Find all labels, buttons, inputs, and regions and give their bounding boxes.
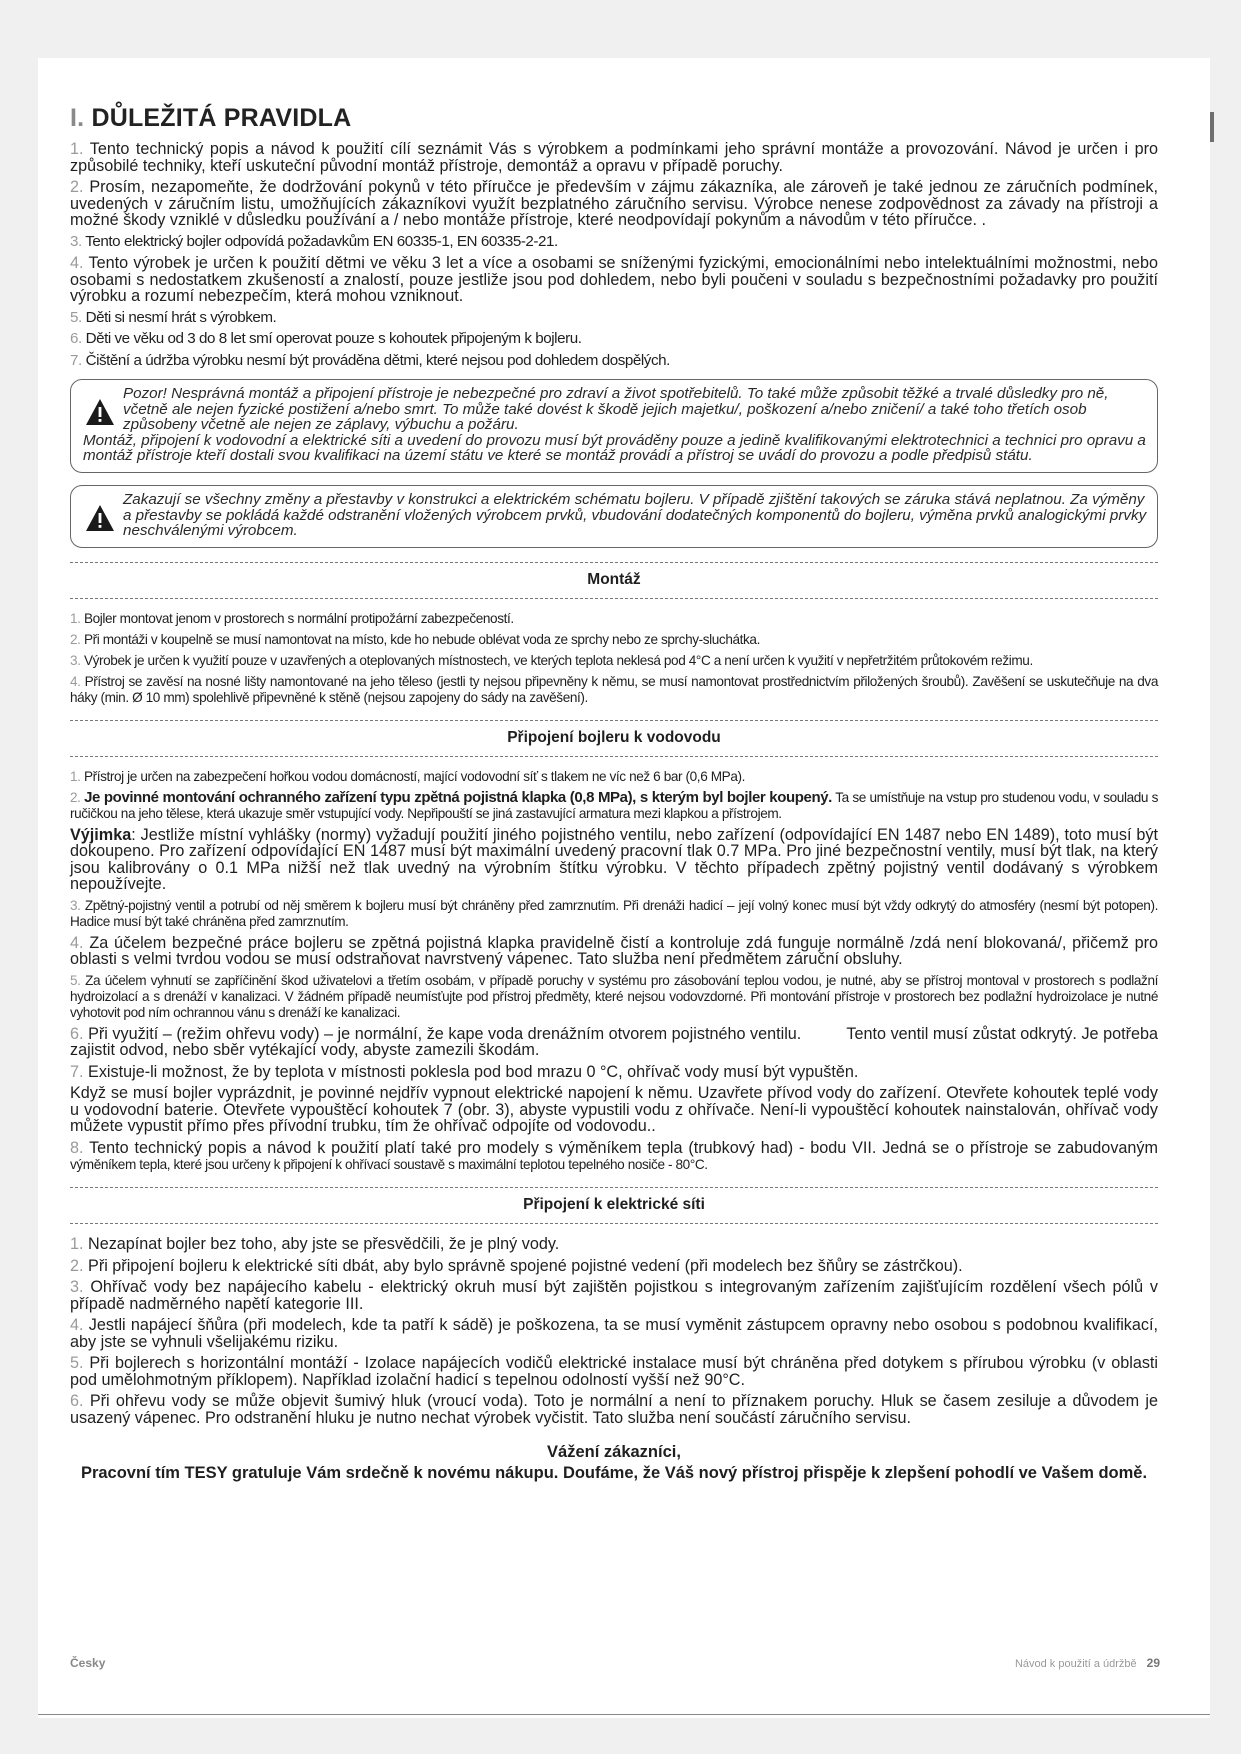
section-heading-vodovod: Připojení bojleru k vodovodu [70, 720, 1158, 757]
rules-list [70, 141, 1158, 369]
elektro-list [70, 1236, 1158, 1426]
list-item: 3. Tento elektrický bojler odpovídá požadavkům EN 60335-1, EN 60335-2-21. [70, 232, 558, 250]
warning-box-modifications [70, 485, 1158, 548]
list-item: 1. Nezapínat bojler bez toho, aby jste se přesvědčili, že je plný vody. [70, 1235, 560, 1254]
montaz-list [70, 611, 1158, 706]
greeting-salutation: Vážení zákazníci, [547, 1443, 681, 1462]
list-item: 4. Tento výrobek je určen k použití dětmi ve věku 3 let a více a osobami se sníženými fyzickými, emocionálními nebo intelektuálními možnostmi, nebo osobami s nedostatkem zkušeností a znalostí, pouze jestliže jsou pod dohledem, nebo byli poučeni v souladu s bezpečnostními požadavky pro použití výrobku a rozumí nebezpečím, která mohou vzniknout. [70, 254, 1158, 305]
document-page [38, 58, 1210, 1718]
greeting-message: Pracovní tím TESY gratuluje Vám srdečně k novému nákupu. Doufáme, že Váš nový přístroj přispěje k zlepšení pohodlí ve Vašem domě. [80, 1464, 1148, 1483]
list-item: 5. Děti si nesmí hrát s výrobkem. [70, 308, 277, 326]
list-item: 2. Při montáži v koupelně se musí namontovat na místo, kde ho nebude oblévat voda ze sprchy nebo ze sprchy-sluchátka. [70, 631, 760, 647]
list-item: 1. Tento technický popis a návod k použití cílí seznámit Vás s výrobkem a podmínkami jeho správní montáže a provozování. Návod je určen i pro způsobilé techniky, kteří uskuteční původní montáž přístroje, demontáž a opravu v případě poruchy. [70, 140, 1158, 175]
list-item: 6. Děti ve věku od 3 do 8 let smí operovat pouze s kohoutek připojeným k bojleru. [70, 330, 582, 347]
list-item: 3. Zpětný-pojistný ventil a potrubí od něj směrem k bojleru musí být chráněny před zamrznutím. Při drenáži hadicí – její volný konec musí být vždy odkrytý do atmosféry (nesmí být potopen). Hadice musí být také chráněna před zamrznutím. [70, 897, 1158, 929]
list-item: 8. Tento technický popis a návod k použití platí také pro modely s výměníkem tepla (trubkový had) - bodu VII. Jedná se o přístroje se zabudovaným výměníkem tepla, které jsou určeny k připojení k ohřívací soustavě s maximální teplotou tepelného nosiče - 80°C. [70, 1138, 1158, 1173]
section-heading-elektro: Připojení k elektrické síti [70, 1187, 1158, 1224]
footer-doc-title: Návod k použití a údržbě [1014, 1658, 1137, 1670]
drain-paragraph: Když se musí bojler vyprázdnit, je povinné nejdřív vypnout elektrické napojení k němu. Uzavřete přívod vody do zařízení. Otevřete kohoutek teplé vody u vodovodní baterie. Otevřete vypouštěcí kohoutek 7 (obr. 3), abyste vypustili vodu z ohřívače. Není-li vypouštěcí kohoutek nainstalován, ohřívač vody můžete vypustit přímo přes přívodní trubku, tím že ohřívač odpojíte od vodovodu.. [70, 1084, 1158, 1136]
warning-icon [85, 398, 115, 426]
section-heading-montaz: Montáž [70, 562, 1158, 599]
list-item: 6. Při ohřevu vody se může objevit šumivý hluk (vroucí voda). Toto je normální a není to příznakem poruchy. Hluk se časem zesiluje a důvodem je usazený vápenec. Pro odstranění hluku je nutno nechat výrobek vyčistit. Tato služba není součástí záručního servisu. [70, 1392, 1158, 1427]
greeting [70, 1442, 1158, 1484]
warning-text: Pozor! Nesprávná montáž a připojení přístroje je nebezpečné pro zdraví a život spotřebitelů. To také může způsobit těžké a trvalé důsledky pro ně, včetně ale nejen fyzické postižení a/nebo smrt. To může také dovést k škodě jejich majetku/, poškození a/nebo zničení/ a také toho třetích osob způsobeny včetně ale nejen ze záplavy, výbuchu a požáru. [123, 385, 1109, 434]
content [70, 104, 1163, 1484]
vodovod-list [70, 768, 1163, 1174]
footer-info [1015, 1656, 1160, 1670]
exception-note: Výjimka: Jestliže místní vyhlášky (normy) vyžadují použití jiného pojistného ventilu, nebo zařízení (odpovídající EN 1487 nebo EN 1489), toto musí být dokoupeno. Pro zařízení odpovídající EN 1487 musí být maximální uvedený pracovní tlak 0.7 MPa. Pro jiné bezpečnostní ventily, musí být tlak, na který jsou kalibrovány o 0.1 MPa nižší než tlak uvedný na výrobním štítku výrobku. V těchto případech zpětný pojistný ventil dodávaný s výrobkem nepoužívejte. [70, 825, 1158, 894]
list-item: 2. Prosím, nezapomeňte, že dodržování pokynů v této příručce je především v zájmu zákazníka, ale zároveň je také jednou ze záručních podmínek, uvedených v záručním listu, umožňujících zákazníkovi využít bezplatného záručního servisu. Výrobce nenese zodpovědnost za závady na přístroji a možné škody vzniklé v důsledku používání a / nebo montáže přístroje, které neodpovídají pokynům a návodům v této příručce. . [70, 178, 1158, 229]
footer-language: Česky [70, 1656, 106, 1670]
list-item: 3. Ohřívač vody bez napájecího kabelu - elektrický okruh musí být zajištěn pojistkou s integrovaným zařízením zajišťujícím rozdělení všech pólů v případě nadměrného napětí kategorie III. [70, 1278, 1159, 1313]
title-text: DŮLEŽITÁ PRAVIDLA [91, 104, 352, 132]
list-item: 4. Přístroj se zavěsí na nosné lišty namontované na jeho těleso (jestli ty nejsou připevněny k němu, se musí namontovat prostřednictvím přiložených šroubů). Zavěšení se uskutečňuje na dva háky (min. Ø 10 mm) spolehlivě připevněné k stěně (nejsou zapojeny do sády na zavěšení). [70, 673, 1158, 705]
list-item: 7. Čištění a údržba výrobku nesmí být prováděna dětmi, které nejsou pod dohledem dospělých. [70, 351, 670, 369]
page-title [70, 104, 1158, 133]
list-item: 3. Výrobek je určen k využití pouze v uzavřených a oteplovaných místnostech, ve kterých teplota neklesá pod 4°C a není určen k využití v nepřetržitém průtokovém režimu. [70, 652, 1033, 668]
list-item: 5. Při bojlerech s horizontální montáží - Izolace napájecích vodičů elektrické instalace musí být chráněna před dotykem s přírubou výrobku (v oblasti pod umělohmotným příklopem). Například izolační hadicí s tepelnou odolností vyšší než 90°C. [70, 1354, 1159, 1389]
warning-icon [85, 504, 115, 532]
list-item: 2. Je povinné montování ochranného zařízení typu zpětná pojistná klapka (0,8 MPa), s kterým byl bojler koupený. Ta se umístňuje na vstup pro studenou vodu, v souladu s ručičkou na jeho tělese, která ukazuje směr vstupující vody. Nepřipouští se jiná zastavující armatura mezi klapkou a přístrojem. [70, 788, 1159, 821]
list-item: 7. Existuje-li možnost, že by teplota v místnosti poklesla pod bod mrazu 0 °C, ohřívač vody musí být vypuštěn. [70, 1062, 859, 1081]
list-item: 4. Jestli napájecí šňůra (při modelech, kde ta patří k sádě) je poškozena, ta se musí vyměnit zástupcem opravny nebo osobou s podobnou kvalifikací, aby jste se vyhnuli všelijakému riziku. [70, 1316, 1158, 1351]
list-item: 2. Při připojení bojleru k elektrické síti dbát, aby bylo správně spojené pojistné vedení (při modelech bez šňůry se zástrčkou). [70, 1256, 963, 1275]
warning-text: Zakazují se všechny změny a přestavby v konstrukci a elektrickém schématu bojleru. V případě zjištění takových se záruka stává neplatnou. Za výměny a přestavby se pokládá každé odstranění vložených výrobcem prvků, vbudování dodatečných komponentů do bojleru, výměna prvků analogickými prvky neschválenými výrobcem. [123, 490, 1147, 540]
warning-box-installation [70, 379, 1158, 473]
page-number: 29 [1146, 1656, 1160, 1670]
list-item: 5. Za účelem vyhnutí se zapříčinění škod uživatelovi a třetím osobám, v případě poruchy v systému pro zásobování teplou vodou, je nutné, aby se přístroj montoval v prostorech s podlažní hydroizolací a s drenáží v kanalizaci. V žádném případě neumísťujte pod přístroj předměty, které nejsou vodovzdorné. Při montování přístroje v prostorech bez podlažní hydroizolace je nutné vyhotovit pod ním ochrannou vánu s drenáží ke kanalizaci. [70, 972, 1158, 1020]
list-item: 6. Při využití – (režim ohřevu vody) – je normální, že kape voda drenážním otvorem pojistného ventilu. Tento ventil musí zůstat odkrytý. Je potřeba zajistit odvod, nebo sběr vytékající vody, abyste zamezili škodám. [70, 1024, 1163, 1060]
list-item: 1. Bojler montovat jenom v prostorech s normální protipožární zabezpečeností. [70, 610, 514, 626]
list-item: 1. Přístroj je určen na zabezpečení hořkou vodou domácností, mající vodovodní síť s tlakem ne víc než 6 bar (0,6 MPa). [70, 768, 745, 784]
footer-divider [38, 1714, 1210, 1715]
title-number: I. [70, 104, 85, 132]
warning-text: Montáž, připojení k vodovodní a elektrické síti a uvedení do provozu musí být prováděny pouze a jedině kvalifikovanými elektrotechnici a technici pro opravu a montáž přístroje kteří dostali svou kvalifikaci na území státu ve které se montáž provádí a přístroj se uvádí do provozu a podle předpisů státu. [83, 431, 1146, 465]
list-item: 4. Za účelem bezpečné práce bojleru se zpětná pojistná klapka pravidelně čistí a kontroluje zdá funguje normálně /zdá není blokovaná/, přičemž pro oblasti s velmi tvrdou vodou se musí odstraňovat navrstvený vápenec. Tato služba není předmětem záruční obsluhy. [70, 933, 1158, 969]
